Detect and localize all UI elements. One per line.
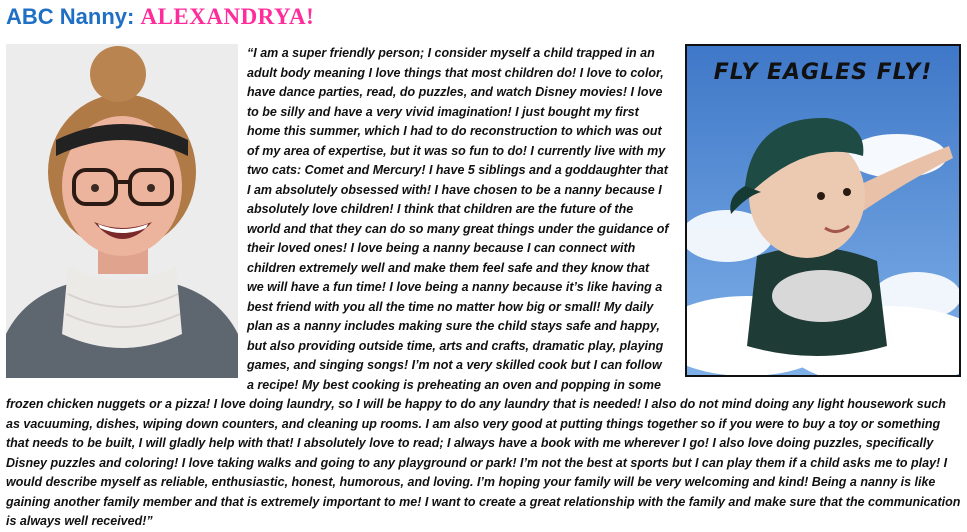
bio-block [6,44,963,532]
page-title [6,3,314,31]
bio-text: “I am a super friendly person; I consider myself a child trapped in an adult body meaning I love things that most children do! I love to color, have dance parties, read, do puzzles, and watch Disney movies! I love to be silly and have a very vivid imagination! I just bought my first home this summer, which I had to do reconstruction to which was out of my area of expertise, but it was so fun to do! I currently live with my two cats: Comet and Mercury! I have 5 siblings and a goddaughter that I am absolutely obsessed with! I have chosen to be a nanny because I absolutely love children! I think that children are the future of the world and that they can do so many great things under the guidance of their loved ones! I love being a nanny because I can connect with children extremely well and make them feel safe and they know that we will have a fun time! I love being a nanny because it’s like having a best friend with you all the time no matter how big or small! My daily plan as a nanny includes making sure the child stays safe and happy, but also providing outside time, arts and crafts, dramatic play, playing games, and singing songs! I’m not a very skilled cook but I can follow a recipe! My best cooking is preheating an oven and popping in some frozen chicken nuggets or a pizza! I love doing laundry, so I will be happy to do any laundry that is needed! I also do not mind doing any light housework such as vacuuming, dishes, wiping down counters, and cleaning up rooms. I am also very good at putting things together so if you were to buy a toy or something that needs to be built, I will gladly help with that! I absolutely love to read; I always have a book with me wherever I go! I also love doing puzzles, specifically Disney puzzles and coloring! I love taking walks and going to any playground or park! I’m not the best at sports but I can play them if a child asks me to play! I would describe myself as reliable, enthusiastic, honest, humorous, and loving. I’m hoping your family will be very welcoming and kind! Being a nanny is like gaining another family member and that is extremely important to me! I want to create a great relationship with the family and make sure that the communication is always well received!” [6,46,961,528]
nanny-name: ALEXANDRYA! [140,4,315,29]
portrait-spacer [6,44,242,377]
poster-caption: FLY EAGLES FLY! [713,60,933,85]
title-prefix: ABC Nanny: [6,4,141,29]
poster-spacer [681,44,963,381]
